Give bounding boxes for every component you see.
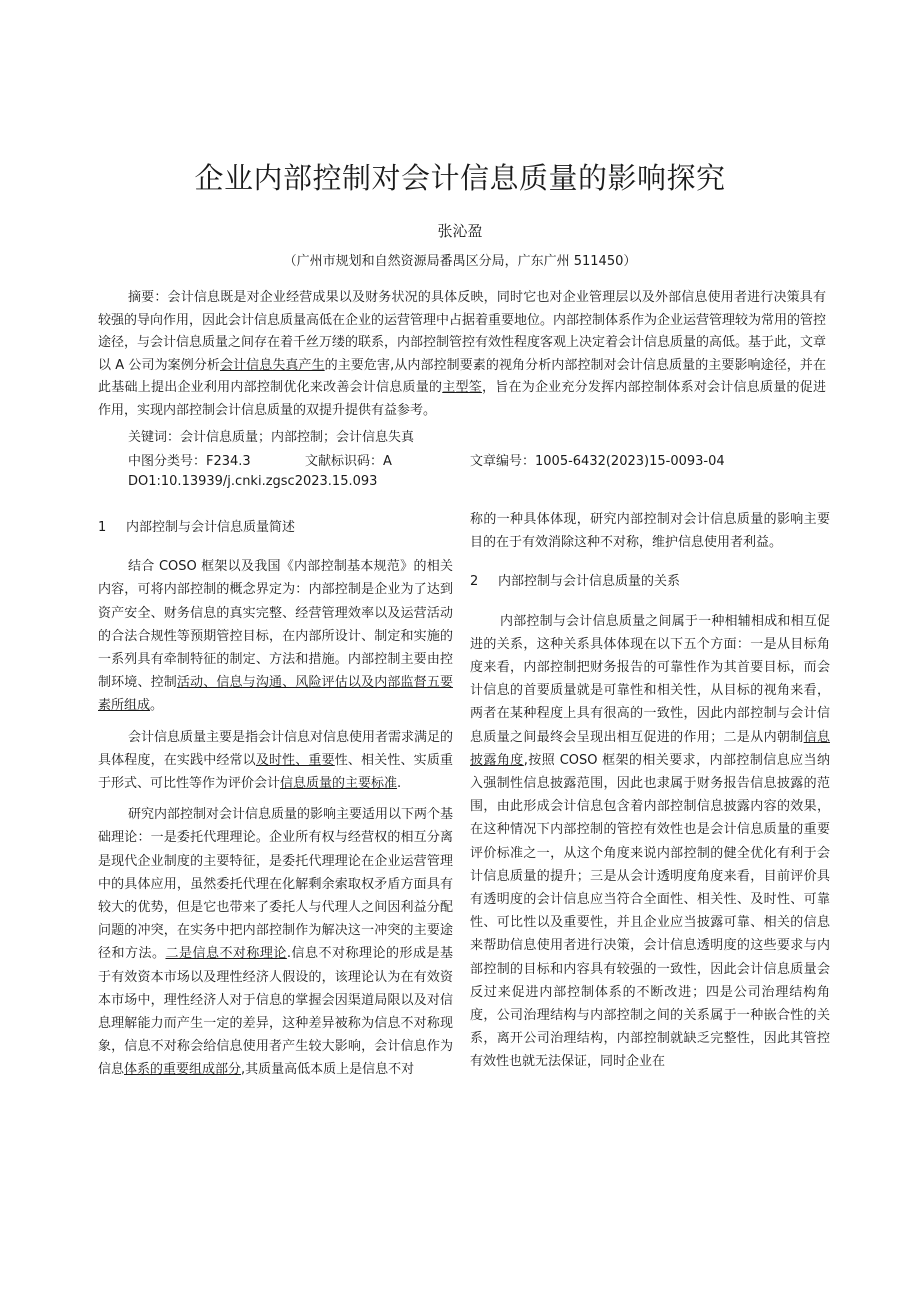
section-heading bbox=[98, 516, 453, 539]
classification-number: 中图分类号：F234.3 bbox=[128, 454, 251, 469]
paragraph bbox=[470, 610, 830, 1074]
paragraph-text: 会计信息质量主要是指会计信息对信息使用者需求满足的具体程度，在实践中经常以 bbox=[98, 729, 454, 768]
keywords: 关键词：会计信息质量；内部控制；会计信息失真 bbox=[128, 430, 415, 445]
underlined-text: 二是信息不对称理论 bbox=[165, 946, 287, 962]
underlined-text: 信息披露角度 bbox=[470, 729, 830, 768]
paragraph-text: . bbox=[397, 776, 402, 792]
paragraph-text: 内部控制与会计信息质量之间属于一种相辅相成和相互促进的关系，这种关系具体体现在以下五个方面：一是从目标角度来看，内部控制把财务报告的可靠性作为其首要目标，而会计信息的首要质量就是可靠性和相关性，从目标的视角来看，两者在某种程度上具有很高的一致性，因此内部控制与会计信息质量之间最终会呈现出相互促进的作用；二是从内朝制 bbox=[470, 613, 830, 745]
section-heading bbox=[470, 570, 830, 593]
paragraph bbox=[98, 555, 453, 717]
abstract-label: 摘要： bbox=[128, 290, 168, 305]
right-column bbox=[470, 508, 830, 1082]
doi: DO1:10.13939/j.cnki.zgsc2023.15.093 bbox=[128, 474, 378, 489]
abstract-text: 会计信息既是对企业经营成果以及财务状况的具体反映，同时它也对企业管理层以及外部信息使用者进行决策具有较强的导向作用，因此会计信息质量高低在企业的运营管理中占据着重要地位。内部控制体系作为企业运营管理较为常用的管控途径，与会计信息质量之间存在着千丝万缕的联系，内部控制管控有效性程度客观上决定着会计信息质量的高低。基于此，文章以 A 公司为案例分析 bbox=[98, 290, 827, 373]
paragraph-text: ,其质量高低本质上是信息不对 bbox=[241, 1062, 415, 1078]
paragraph-text: 。 bbox=[150, 698, 164, 714]
paragraph-text: .信息不对称理论的形成是基于有效资本市场以及理性经济人假设的，该理论认为在有效资本市场中，理性经济人对于信息的掌握会因渠道局限以及对信息理解能力而产生一定的差异，这种差异被称为信息不对称现象，信息不对称会给信息使用者产生较大影响，会计信息作为信息 bbox=[98, 946, 453, 1078]
section-title: 内部控制与会计信息质量简述 bbox=[126, 520, 296, 535]
author-name: 张沁盈 bbox=[437, 222, 483, 240]
author-affiliation: （广州市规划和自然资源局番禺区分局，广东广州 511450） bbox=[283, 254, 637, 269]
section-number: 1 bbox=[98, 520, 107, 535]
paper-title: 企业内部控制对会计信息质量的影响探究 bbox=[194, 161, 726, 195]
left-column bbox=[98, 516, 453, 1090]
underlined-text: 体系的重要组成部分 bbox=[124, 1062, 242, 1078]
underlined-text: 活动、信息与沟通、风险评估以及内部监督五要素所组成 bbox=[98, 675, 453, 714]
article-number: 文章编号：1005-6432(2023)15-0093-04 bbox=[470, 454, 725, 469]
abstract-text: 的主要危害,从内部控制要素的视角分析内部控制对会计信息质量的主要影响途径，并在此基础上提出企业利用内部控制优化来改善会计信息质量的 bbox=[98, 357, 826, 395]
abstract-underlined-text: 会计信息失真产生 bbox=[220, 357, 325, 373]
paragraph bbox=[98, 726, 453, 796]
abstract-underlined-text: 主型筌 bbox=[442, 380, 482, 395]
paragraph-text: 研究内部控制对会计信息质量的影响主要适用以下两个基础理论：一是委托代理理论。企业所有权与经营权的相互分离是现代企业制度的主要特征，是委托代理理论在企业运营管理中的具体应用，虽然委托代理在化解剩余索取权矛盾方面具有较大的优势，但是它也带来了委托人与代理人之间因利益分配问题的冲突，在实务中把内部控制作为解决这一冲突的主要途径和方法。 bbox=[98, 807, 454, 962]
paragraph-text: 性、相关性、实质重于形式、可比性等作为评价会计 bbox=[98, 752, 453, 792]
underlined-text: 及时性、重要 bbox=[255, 752, 335, 768]
underlined-text: 信息质量的主要标准 bbox=[280, 776, 398, 792]
document-code: 文献标识码：A bbox=[305, 454, 392, 469]
section-title: 内部控制与会计信息质量的关系 bbox=[498, 574, 681, 590]
paragraph bbox=[98, 803, 453, 1081]
paragraph-text: 结合 COSO 框架以及我国《内部控制基本规范》的相关内容，可将内部控制的概念界定为：内部控制是企业为了达到资产安全、财务信息的真实完整、经营管理效率以及运营活动的合法合规性等预期管控目标，在内部所设计、制定和实施的一系列具有牵制特征的制定、方法和措施。内部控制主要由控制环境、控制 bbox=[98, 559, 453, 691]
abstract-text: ，旨在为企业充分发挥内部控制体系对会计信息质量的促进作用，实现内部控制会计信息质量的双提升提供有益参考。 bbox=[98, 380, 826, 418]
paragraph-text: ,按照 COSO 框架的相关要求，内部控制信息应当纳入强制性信息披露范围，因此也隶属于财务报告信息披露的范围，由此形成会计信息包含着内部控制信息披露内容的效果，在这种情况下内部控制的管控有效性也是会计信息质量的重要评价标准之一，从这个角度来说内部控制的健全优化有利于会计信息质量的提升；三是从会计透明度角度来看，目前评价具有透明度的会计信息应当符合全面性、相关性、及时性、可靠性、可比性以及重要性，并且企业应当披露可靠、相关的信息来帮助信息使用者进行决策，会计信息透明度的这些要求与内部控制的目标和内容具有较强的一致性，因此会计信息质量会反过来促进内部控制体系的不断改进；四是公司治理结构角度，公司治理结构与内部控制之间的关系属于一种嵌合性的关系，离开公司治理结构，内部控制就缺乏完整性，因此其管控有效性也就无法保证，同时企业在 bbox=[470, 752, 830, 1070]
abstract bbox=[98, 287, 826, 422]
section-number: 2 bbox=[470, 574, 479, 590]
paragraph-continued: 称的一种具体体现，研究内部控制对会计信息质量的影响主要目的在于有效消除这种不对称，维护信息使用者利益。 bbox=[470, 512, 830, 551]
